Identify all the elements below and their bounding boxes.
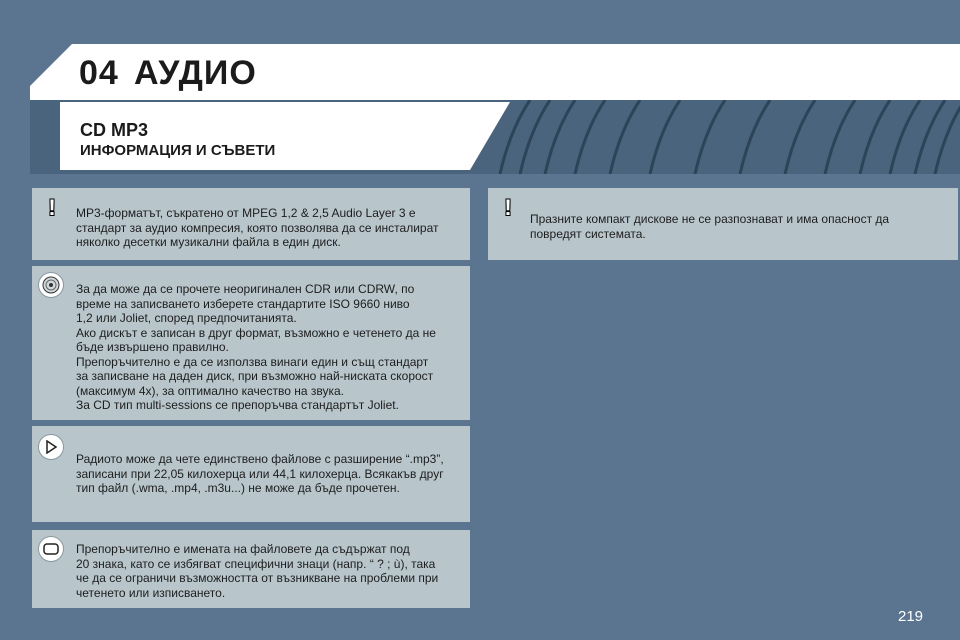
chapter-title: АУДИО — [134, 54, 257, 92]
section-subtitle: ИНФОРМАЦИЯ И СЪВЕТИ — [80, 142, 276, 159]
info-card-empty-discs — [488, 188, 958, 260]
info-card-radio-files — [32, 426, 470, 522]
card-text: MP3-форматът, съкратено от MPEG 1,2 & 2,5 Audio Layer 3 е стандарт за аудио компресия, която позволява да се инсталират няколко десетки музикални файла в един диск. — [76, 206, 439, 249]
info-card-file-names — [32, 530, 470, 608]
section-title: CD MP3 — [80, 120, 149, 140]
card-text: За да може да се прочете неоригинален CDR или CDRW, по време на записването изберете стандартите ISO 9660 ниво 1,2 или Joliet, според предпочитанията. Ако дискът е записан в друг формат, възможно е четенето да не бъде извършено правилно. Препоръчително е да се използва винаги един и същ стандарт за записване на даден диск, при възможно най-ниската скорост (максимум 4x), за оптимално качество на звука. За CD тип multi-sessions се препоръчва стандартът Joliet. — [76, 282, 436, 412]
header-notch — [30, 44, 72, 86]
exclamation-icon: ! — [48, 195, 56, 220]
screen-icon — [38, 536, 64, 562]
disc-icon — [38, 272, 64, 298]
play-icon — [38, 434, 64, 460]
card-text: Радиото може да чете единствено файлове с разширение “.mp3”, записани при 22,05 килохерца или 44,1 килохерца. Всякакъв друг тип файл (.wma, .mp4, .m3u...) не може да бъде прочетен. — [76, 452, 444, 495]
card-text: Празните компакт дискове не се разпознават и има опасност да повредят системата. — [530, 212, 890, 241]
info-card-cd-recording — [32, 266, 470, 420]
exclamation-icon: ! — [504, 195, 512, 220]
page-number: 219 — [898, 608, 924, 625]
info-card-mp3-format — [32, 188, 470, 260]
chapter-number: 04 — [79, 54, 119, 92]
card-text: Препоръчително е имената на файловете да съдържат под 20 знака, като се избягват специфични знаци (напр. “ ? ; ù), така че да се ограничи възможността от възникване на проблеми при четенето или изписването. — [76, 542, 439, 600]
